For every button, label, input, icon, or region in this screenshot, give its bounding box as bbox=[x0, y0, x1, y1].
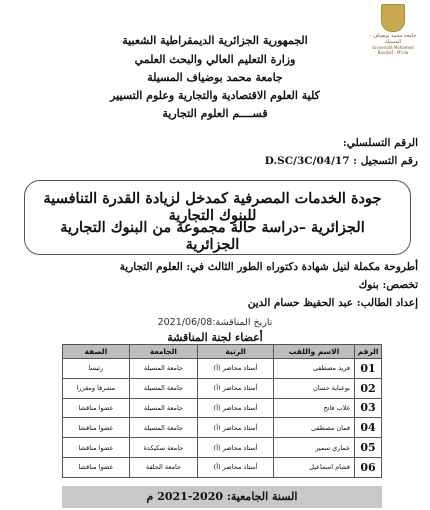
header-rank: الرتبة bbox=[198, 345, 274, 359]
cell-university: جامعة المسيلة bbox=[129, 418, 198, 438]
committee-table bbox=[62, 344, 382, 478]
thesis-type: أطروحة مكملة لنيل شهادة دكتوراه الطور الثالث في: العلوم التجارية bbox=[119, 261, 418, 273]
cell-role: عضوا مناقشا bbox=[63, 438, 130, 458]
cell-name: عماري سمير bbox=[274, 438, 355, 458]
registration-number: رقم التسجيل : D.SC/3C/04/17 bbox=[264, 155, 418, 167]
cell-university: جامعة المسيلة bbox=[129, 359, 198, 379]
cell-rank: أستاذ محاضر (أ) bbox=[198, 418, 274, 438]
serial-number-label: الرقم التسلسلي: bbox=[342, 137, 418, 149]
header-number: الرقم bbox=[355, 345, 382, 359]
cell-number: 06 bbox=[355, 457, 382, 477]
cell-name: بوعناية حسان bbox=[274, 378, 355, 398]
thesis-title-line2: الجزائرية –دراسة حالة مجموعة من البنوك التجارية الجزائرية bbox=[60, 219, 365, 253]
cell-name: قشام اسماعيل bbox=[274, 457, 355, 477]
cell-role: عضوا مناقشا bbox=[63, 398, 130, 418]
cell-rank: أستاذ محاضر (أ) bbox=[198, 359, 274, 379]
cell-rank: أستاذ محاضر (أ) bbox=[198, 398, 274, 418]
table-row bbox=[63, 359, 382, 379]
header-university: الجامعة bbox=[129, 345, 198, 359]
cell-rank: أستاذ محاضر (أ) bbox=[198, 438, 274, 458]
cell-number: 03 bbox=[355, 398, 382, 418]
header-republic: الجمهورية الجزائرية الديمقراطية الشعبية bbox=[122, 34, 308, 47]
university-crest-icon bbox=[381, 4, 405, 32]
table-row bbox=[63, 457, 382, 477]
thesis-title-line1: جودة الخدمات المصرفية كمدخل لزيادة القدرة التنافسية للبنوك التجارية bbox=[43, 190, 382, 224]
academic-year: السنة الجامعية: 2020-2021 م bbox=[62, 486, 382, 508]
defense-date: تاريخ المناقشة:2021/06/08 bbox=[157, 317, 273, 328]
table-row bbox=[63, 378, 382, 398]
cell-university: جامعة المسيلة bbox=[129, 378, 198, 398]
header-name: الاسم واللقب bbox=[274, 345, 355, 359]
logo-text-latin: Université Mohamed Boudiaf - M'sila bbox=[372, 45, 414, 55]
cell-number: 04 bbox=[355, 418, 382, 438]
table-row bbox=[63, 418, 382, 438]
cell-university: جامعة سكيكدة bbox=[129, 438, 198, 458]
prepared-by: إعداد الطالب: عبد الحفيظ حسام الدين bbox=[247, 297, 418, 309]
cell-name: قمان مصطفى bbox=[274, 418, 355, 438]
university-logo bbox=[365, 4, 421, 54]
cell-rank: أستاذ محاضر (أ) bbox=[198, 378, 274, 398]
cell-number: 02 bbox=[355, 378, 382, 398]
header-university: جامعة محمد بوضياف المسيلة bbox=[147, 71, 283, 84]
cell-rank: أستاذ محاضر (أ) bbox=[198, 457, 274, 477]
header-faculty: كلية العلوم الاقتصادية والتجارية وعلوم التسيير bbox=[110, 89, 320, 102]
cell-name: فريد مصطفى bbox=[274, 359, 355, 379]
header-department: قســــم العلوم التجارية bbox=[162, 107, 268, 120]
committee-title: أعضاء لجنة المناقشة bbox=[167, 331, 263, 344]
header-ministry: وزارة التعليم العالي والبحث العلمي bbox=[134, 53, 296, 66]
cell-university: جامعة المسيلة bbox=[129, 398, 198, 418]
header-role: الصفة bbox=[63, 345, 130, 359]
table-header-row bbox=[63, 345, 382, 359]
cell-university: جامعة الجلفة bbox=[129, 457, 198, 477]
cell-role: عضوا مناقشا bbox=[63, 457, 130, 477]
logo-text-arabic: جامعة محمد بوضياف - المسيلة bbox=[369, 33, 417, 45]
table-row bbox=[63, 398, 382, 418]
specialty: تخصص: بنوك bbox=[358, 279, 418, 291]
cell-number: 05 bbox=[355, 438, 382, 458]
cell-role: رئيسا bbox=[63, 359, 130, 379]
cell-role: مشرفا ومقررا bbox=[63, 378, 130, 398]
cell-number: 01 bbox=[355, 359, 382, 379]
cell-role: عضوا مناقشا bbox=[63, 418, 130, 438]
table-row bbox=[63, 438, 382, 458]
cell-name: غلاب فاتح bbox=[274, 398, 355, 418]
